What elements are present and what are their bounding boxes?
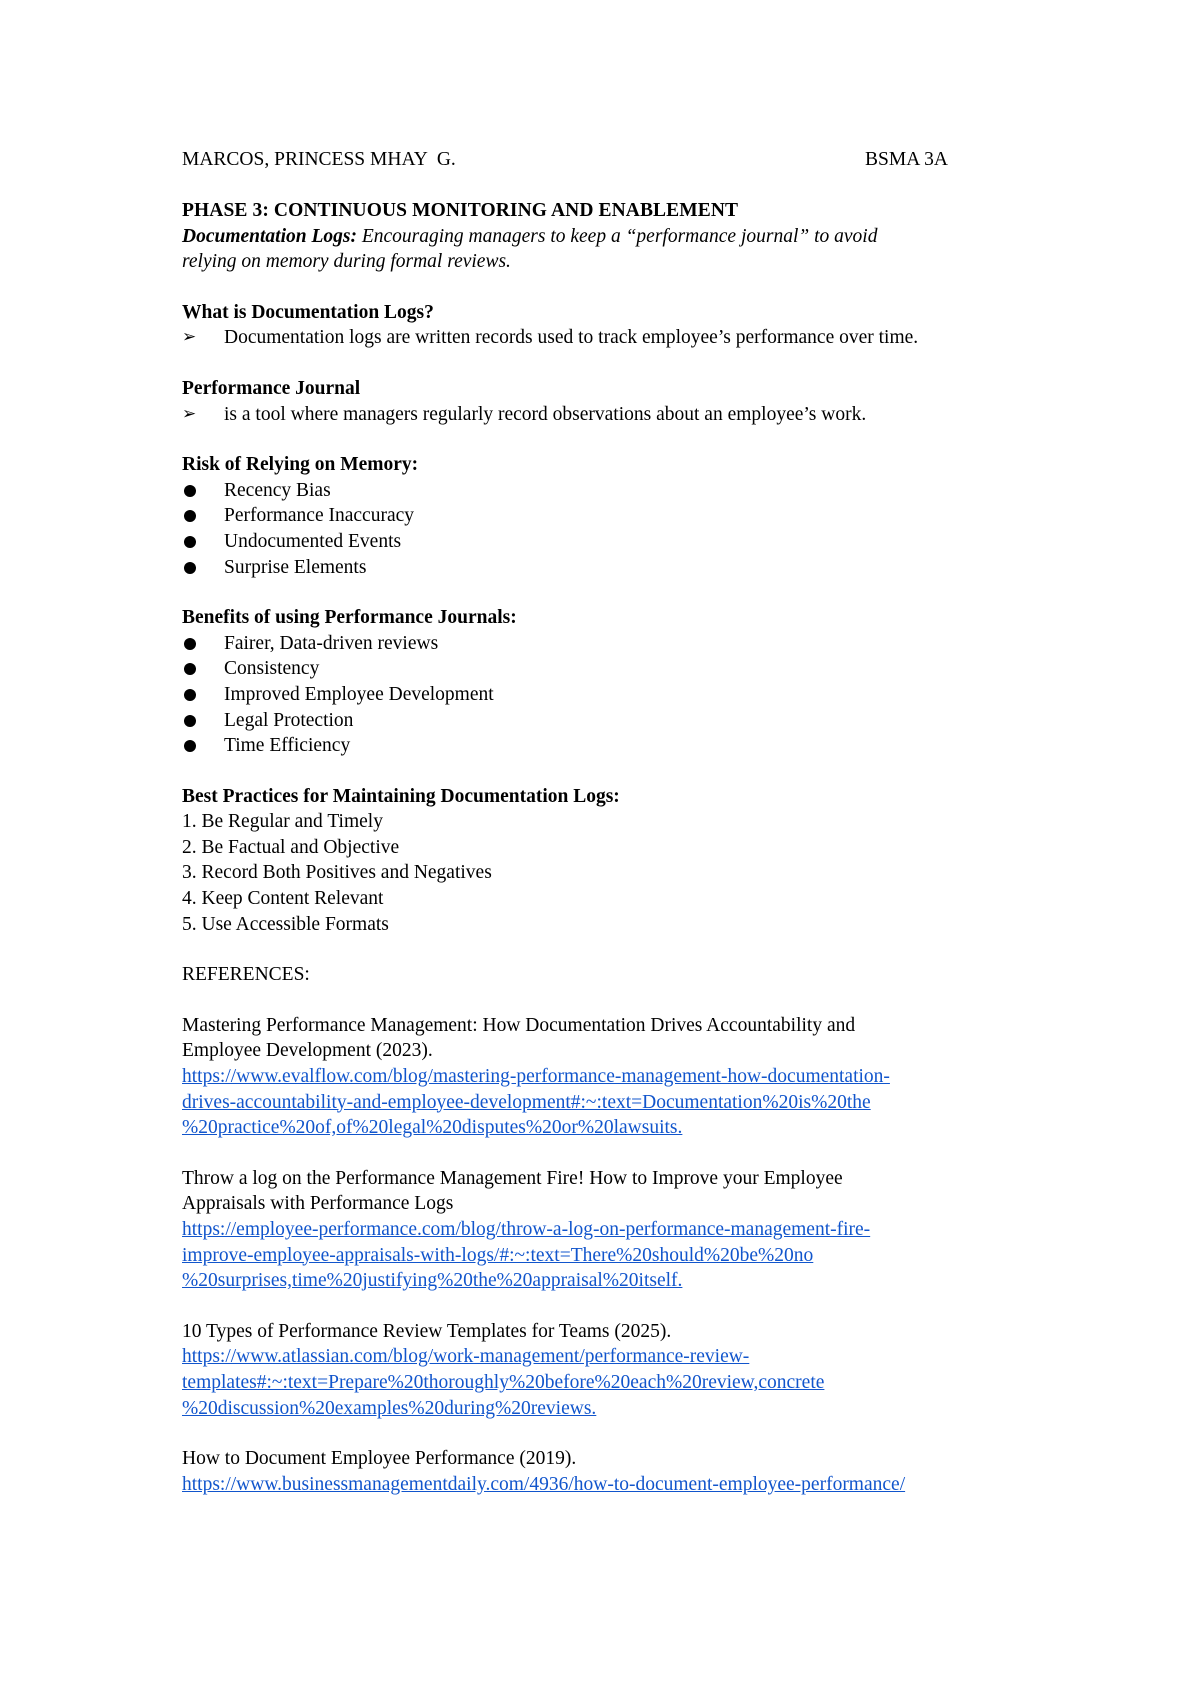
list-item: 1. Be Regular and Timely [182, 811, 383, 833]
student-section: BSMA 3A [865, 149, 948, 170]
reference-link[interactable]: improve-employee-appraisals-with-logs/#:~:text=There%20should%20be%20no [182, 1244, 814, 1266]
list-item: Performance Inaccuracy [182, 503, 1062, 529]
list-item: 3. Record Both Positives and Negatives [182, 862, 492, 884]
list-item: 4. Keep Content Relevant [182, 888, 384, 910]
reference-link[interactable]: drives-accountability-and-employee-development#:~:text=Documentation%20is%20the [182, 1091, 871, 1113]
reference-title: Throw a log on the Performance Management Fire! How to Improve your Employee [182, 1167, 843, 1189]
phase-title: PHASE 3: CONTINUOUS MONITORING AND ENABLEMENT [182, 200, 739, 221]
student-name: MARCOS, PRINCESS MHAY G. [182, 149, 456, 170]
list-item: Legal Protection [182, 708, 1062, 734]
reference-link[interactable]: https://employee-performance.com/blog/throw-a-log-on-performance-management-fire- [182, 1219, 871, 1240]
what-is-item [182, 325, 1062, 351]
reference-link[interactable]: https://www.evalflow.com/blog/mastering-performance-management-how-documentation- [182, 1066, 890, 1088]
list-item: Consistency [182, 656, 1062, 682]
documentation-logs-lead: Documentation Logs: [182, 225, 357, 247]
arrow-bullet-icon: ➢ [182, 403, 197, 424]
list-item: Surprise Elements [182, 555, 1062, 581]
reference-link[interactable]: %20practice%20of,of%20legal%20disputes%20or%20lawsuits. [182, 1117, 683, 1139]
list-item: Recency Bias [182, 478, 1062, 504]
reference-link[interactable]: https://www.businessmanagementdaily.com/4936/how-to-document-employee-performance/ [182, 1473, 906, 1495]
list-item: Fairer, Data-driven reviews [182, 631, 1062, 657]
reference-title: Employee Development (2023). [182, 1040, 433, 1062]
arrow-bullet-icon: ➢ [182, 327, 197, 348]
list-item: 5. Use Accessible Formats [182, 913, 389, 935]
references-heading: REFERENCES: [182, 964, 310, 986]
documentation-logs-text-1: Encouraging managers to keep a “performance journal” to avoid [356, 225, 878, 247]
bullet-dot-icon [182, 708, 224, 734]
list-item: Improved Employee Development [182, 682, 1062, 708]
reference-entry [182, 1319, 1062, 1421]
journal-heading: Performance Journal [182, 377, 361, 399]
reference-entry [182, 1166, 1062, 1294]
document-body [182, 147, 1062, 1497]
bullet-dot-icon [182, 682, 224, 708]
reference-title: 10 Types of Performance Review Templates for Teams (2025). [182, 1320, 672, 1342]
bullet-dot-icon [182, 555, 224, 581]
reference-link[interactable]: https://www.atlassian.com/blog/work-management/performance-review- [182, 1346, 750, 1368]
reference-link[interactable]: %20discussion%20examples%20during%20reviews. [182, 1397, 597, 1419]
benefits-list [182, 631, 1062, 759]
practices-heading: Best Practices for Maintaining Documentation Logs: [182, 785, 620, 807]
reference-title: How to Document Employee Performance (2019). [182, 1448, 577, 1470]
bullet-dot-icon [182, 478, 224, 504]
bullet-dot-icon [182, 503, 224, 529]
reference-link[interactable]: %20surprises,time%20justifying%20the%20appraisal%20itself. [182, 1270, 683, 1292]
bullet-dot-icon [182, 631, 224, 657]
reference-title: Mastering Performance Management: How Documentation Drives Accountability and [182, 1014, 856, 1036]
what-is-text: Documentation logs are written records used to track employee’s performance over time. [224, 327, 919, 349]
bullet-dot-icon [182, 656, 224, 682]
bullet-dot-icon [182, 529, 224, 555]
list-item: Undocumented Events [182, 529, 1062, 555]
risks-list [182, 478, 1062, 580]
documentation-logs-description [182, 224, 1062, 275]
reference-title: Appraisals with Performance Logs [182, 1193, 454, 1215]
list-item: 2. Be Factual and Objective [182, 836, 400, 858]
journal-text: is a tool where managers regularly record observations about an employee’s work. [224, 403, 867, 425]
practices-list [182, 809, 1062, 937]
bullet-dot-icon [182, 733, 224, 759]
risks-heading: Risk of Relying on Memory: [182, 454, 419, 476]
what-is-heading: What is Documentation Logs? [182, 301, 434, 323]
journal-item [182, 402, 1062, 428]
benefits-heading: Benefits of using Performance Journals: [182, 607, 517, 629]
documentation-logs-text-2: relying on memory during formal reviews. [182, 251, 511, 273]
reference-entry [182, 1013, 1062, 1141]
document-header [182, 147, 1062, 173]
reference-entry [182, 1446, 1062, 1497]
list-item: Time Efficiency [182, 733, 1062, 759]
reference-link[interactable]: templates#:~:text=Prepare%20thoroughly%20before%20each%20review,concrete [182, 1371, 825, 1393]
